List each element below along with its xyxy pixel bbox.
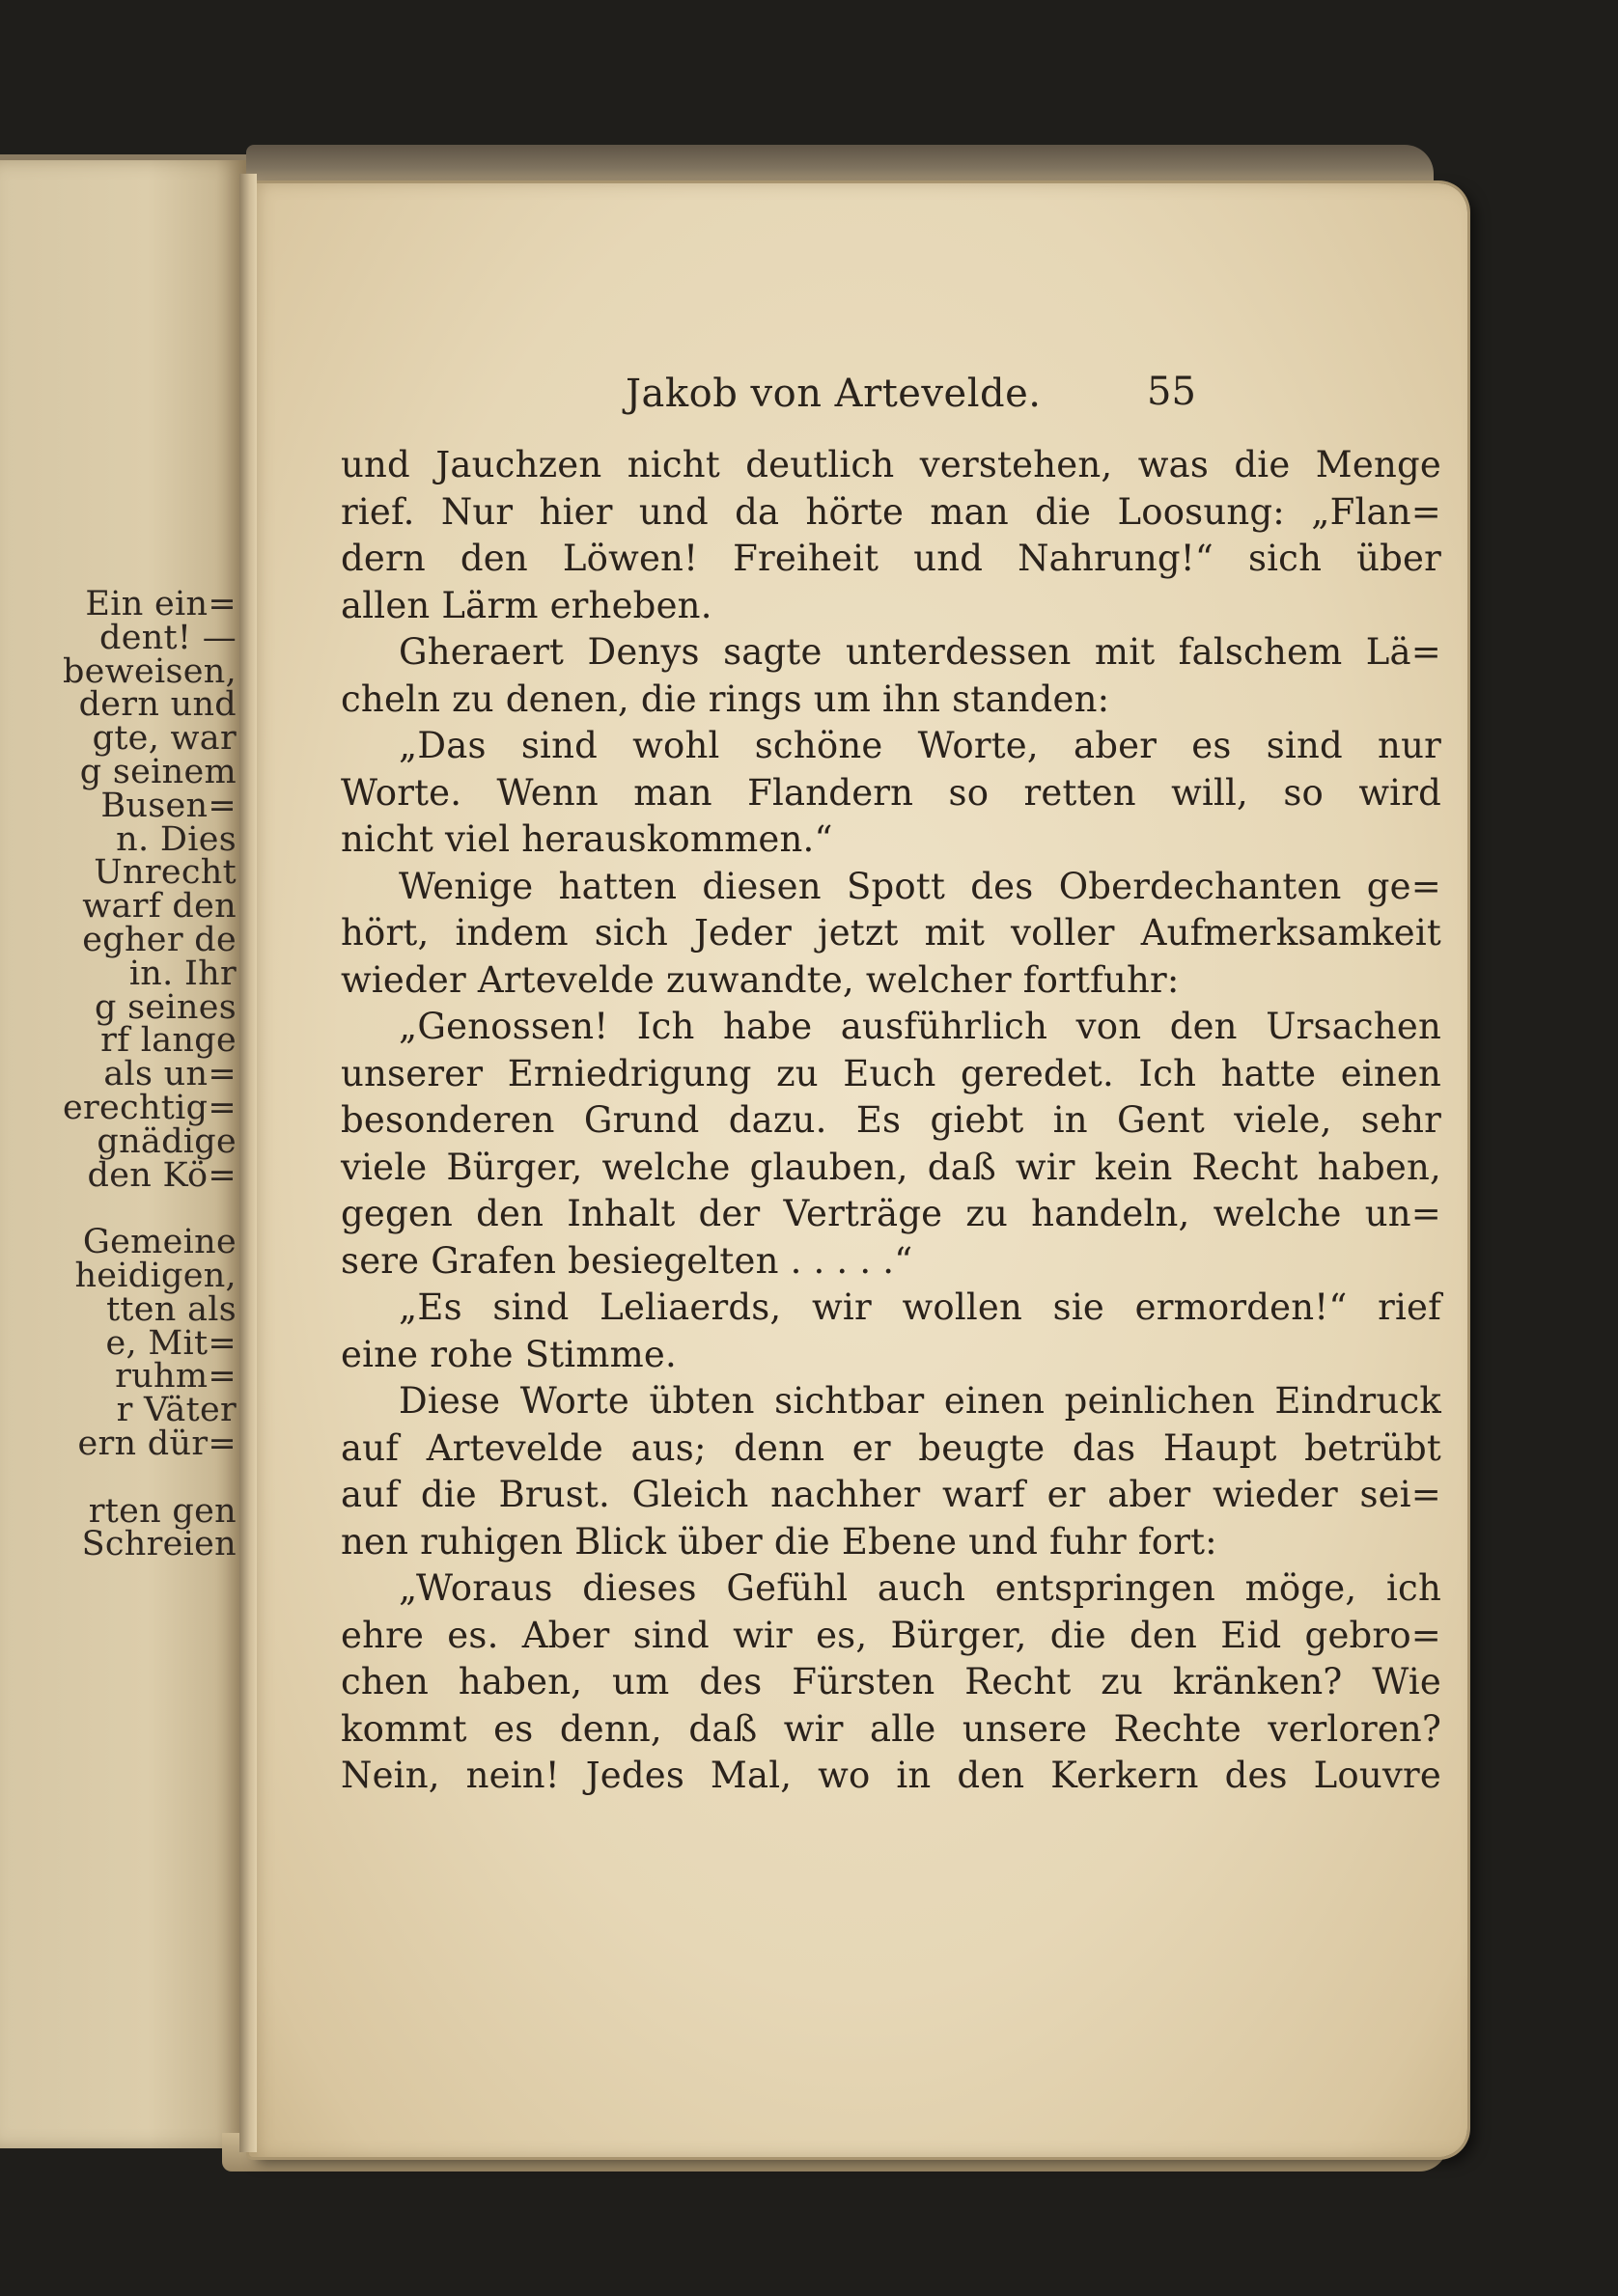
text-line: Gheraert Denys sagte unterdessen mit falschem Lä= — [399, 631, 1441, 673]
text-line: wieder Artevelde zuwandte, welcher fortfuhr: — [341, 958, 1180, 1001]
text-line: Wenige hatten diesen Spott des Oberdechanten ge= — [399, 865, 1441, 907]
text-line: nen ruhigen Blick über die Ebene und fuhr fort: — [341, 1520, 1217, 1563]
previous-page-line: tten als — [106, 1289, 237, 1329]
text-line: viele Bürger, welche glauben, daß wir kein Recht haben, — [341, 1146, 1441, 1188]
text-line: hört, indem sich Jeder jetzt mit voller Aufmerksamkeit — [341, 912, 1441, 954]
text-line: gegen den Inhalt der Verträge zu handeln, welche un= — [341, 1193, 1441, 1234]
text-line: Nein, nein! Jedes Mal, wo in den Kerkern des Louvre — [341, 1755, 1441, 1796]
text-line: auf Artevelde aus; denn er beugte das Haupt betrübt — [341, 1426, 1441, 1469]
text-line: Diese Worte übten sichtbar einen peinlichen Eindruck — [399, 1380, 1441, 1422]
previous-page-line: als un= — [103, 1055, 237, 1094]
text-line: und Jauchzen nicht deutlich verstehen, was die Menge — [341, 444, 1441, 485]
previous-page-line: Busen= — [100, 786, 237, 825]
previous-page-line: rf lange — [100, 1021, 237, 1061]
text-line: „Das sind wohl schöne Worte, aber es sind nur — [399, 725, 1441, 766]
text-line: nicht viel herauskommen.“ — [341, 818, 833, 860]
previous-page-line: in. Ihr — [128, 954, 237, 993]
previous-page-line: g seines — [94, 987, 237, 1027]
book-spine — [239, 174, 257, 2152]
page-top-edge — [246, 145, 1434, 183]
running-title: Jakob von Artevelde. — [626, 372, 1042, 416]
text-line: „Woraus dieses Gefühl auch entspringen möge, ich — [399, 1567, 1441, 1609]
text-line: eine rohe Stimme. — [341, 1333, 677, 1375]
previous-page-line: beweisen, — [62, 651, 237, 691]
previous-page-line: Gemeine — [82, 1223, 237, 1262]
text-line: „Genossen! Ich habe ausführlich von den Ursachen — [399, 1006, 1441, 1047]
text-line: rief. Nur hier und da hörte man die Loosung: „Flan= — [341, 490, 1441, 533]
previous-page-line: e, Mit= — [105, 1323, 237, 1363]
previous-page — [0, 154, 246, 2148]
previous-page-line: erechtig= — [63, 1089, 237, 1127]
text-line: sere Grafen besiegelten . . . . .“ — [341, 1239, 913, 1282]
previous-page-line: egher de — [82, 921, 237, 959]
text-line: auf die Brust. Gleich nachher warf er aber wieder sei= — [341, 1474, 1441, 1515]
text-line: „Es sind Leliaerds, wir wollen sie ermorden!“ rief — [399, 1286, 1441, 1328]
previous-page-line: rten gen — [88, 1491, 237, 1531]
previous-page-line: dent! — — [98, 618, 237, 657]
previous-page-line: r Väter — [116, 1391, 237, 1430]
text-line: cheln zu denen, die rings um ihn standen: — [341, 678, 1110, 720]
previous-page-line: Ein ein= — [85, 585, 237, 623]
previous-page-line: ern dür= — [77, 1425, 237, 1463]
previous-page-line: ruhm= — [115, 1357, 237, 1397]
text-line: chen haben, um des Fürsten Recht zu kränken? Wie — [341, 1661, 1441, 1702]
previous-page-line: g seinem — [79, 753, 237, 791]
previous-page-line: gnädige — [97, 1121, 237, 1161]
previous-page-line: heidigen, — [74, 1257, 237, 1295]
page-number: 55 — [1147, 370, 1196, 414]
body-text — [341, 442, 1441, 1800]
previous-page-line: gte, war — [92, 719, 237, 759]
previous-page-line: Schreien — [81, 1525, 237, 1564]
previous-page-line: den Kö= — [87, 1155, 237, 1195]
previous-page-line: warf den — [82, 887, 237, 927]
text-line: ehre es. Aber sind wir es, Bürger, die den Eid gebro= — [341, 1614, 1441, 1656]
previous-page-line: dern und — [78, 685, 237, 725]
book-page — [249, 183, 1467, 2157]
text-line: unserer Erniedrigung zu Euch geredet. Ich hatte einen — [341, 1052, 1441, 1094]
previous-page-line: Unrecht — [94, 853, 237, 893]
text-line: allen Lärm erheben. — [341, 584, 712, 626]
previous-page-line: n. Dies — [116, 819, 237, 859]
text-line: Worte. Wenn man Flandern so retten will, so wird — [341, 771, 1441, 814]
text-line: kommt es denn, daß wir alle unsere Rechte verloren? — [341, 1707, 1441, 1750]
text-line: besonderen Grund dazu. Es giebt in Gent viele, sehr — [341, 1099, 1441, 1141]
text-line: dern den Löwen! Freiheit und Nahrung!“ sich über — [341, 538, 1441, 579]
